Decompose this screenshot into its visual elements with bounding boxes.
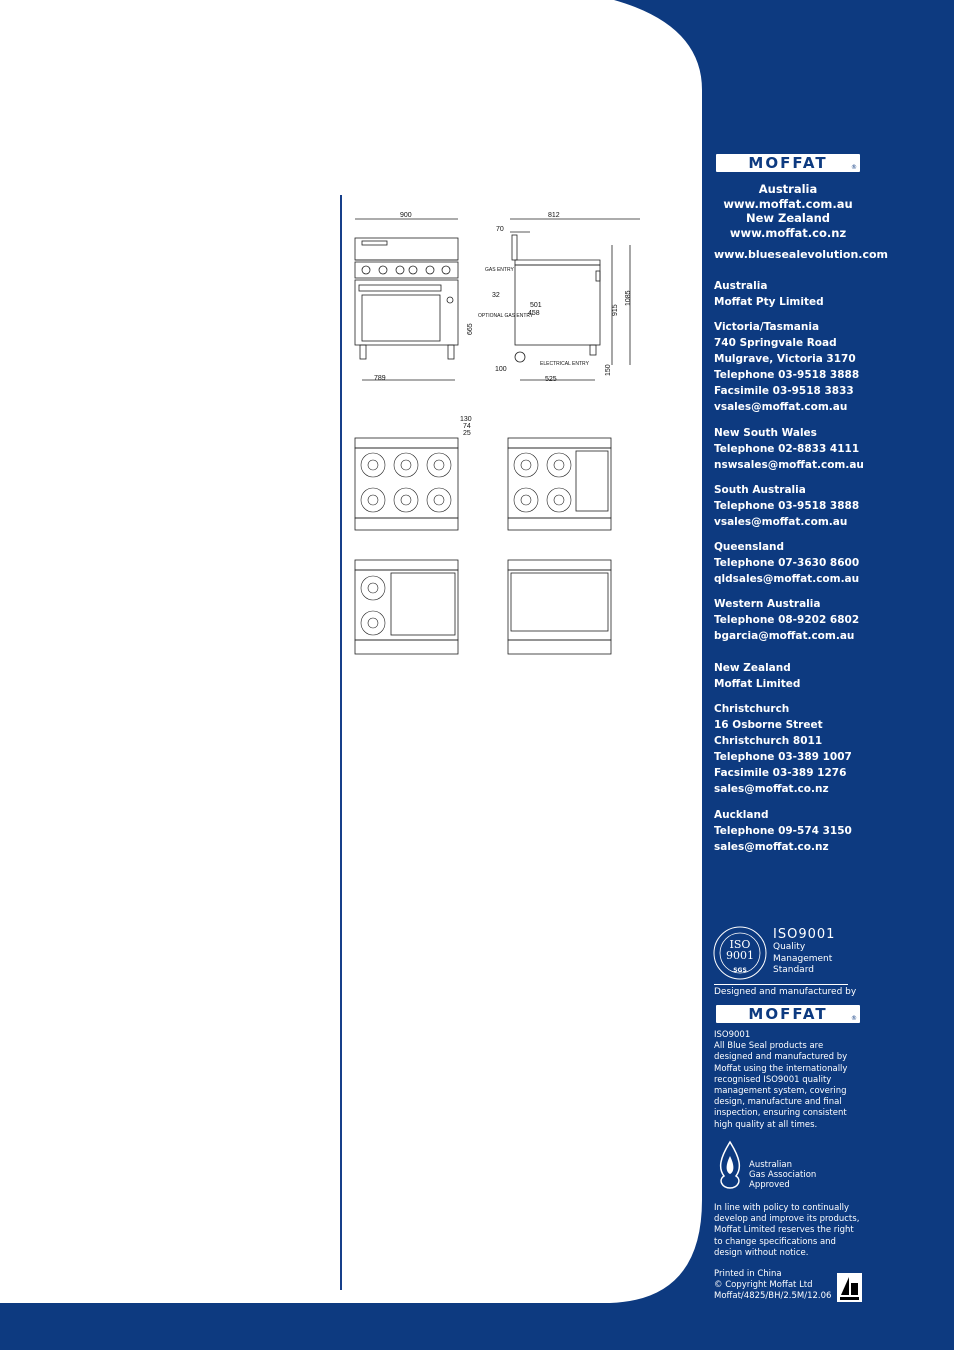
designed-by-label: Designed and manufactured by xyxy=(714,987,857,997)
elec-entry-label: ELECTRICAL ENTRY xyxy=(540,361,589,367)
qld-email-link[interactable]: qldsales@moffat.com.au xyxy=(714,573,860,585)
divider-rule xyxy=(714,984,848,985)
top-view-2-burner-griddle xyxy=(355,560,458,654)
printer-mark-icon xyxy=(837,1273,862,1302)
dim-812: 812 xyxy=(548,212,560,219)
header-nz: New Zealand xyxy=(745,211,831,225)
dim-525: 525 xyxy=(545,376,557,383)
aga-flame-icon xyxy=(714,1140,746,1192)
iso-seal-icon xyxy=(712,925,768,981)
top-view-full-griddle xyxy=(508,560,611,654)
print-info: Printed in China © Copyright Moffat Ltd Moffat/4825/BH/2.5M/12.06 xyxy=(714,1269,832,1302)
dim-915: 915 xyxy=(612,304,619,316)
nsw-block: New South Wales Telephone 02-8833 4111 nswsales@moffat.com.au xyxy=(714,427,864,471)
gas-entry-label: GAS ENTRY xyxy=(485,267,514,273)
victoria-block: Victoria/Tasmania 740 Springvale Road Mulgrave, Victoria 3170 Telephone 03-9518 3888 Facsimile 03-9518 3833 vsales@moffat.com.au xyxy=(714,321,860,413)
dim-665: 665 xyxy=(467,323,474,335)
australia-block: Australia Moffat Pty Limited xyxy=(714,280,824,308)
front-view xyxy=(355,212,458,382)
policy-text: In line with policy to continually develop and improve its products, Moffat Limited reserves the right to change specifications and design without notice. xyxy=(714,1203,860,1258)
header-contacts xyxy=(714,182,862,240)
iso-paragraph: ISO9001 All Blue Seal products are designed and manufactured by Moffat using the internationally recognised ISO9001 quality management system, covering design, manufacture and final inspection, ensuring consistent high quality at all times. xyxy=(714,1030,848,1130)
dim-32: 32 xyxy=(492,292,500,299)
dim-100: 100 xyxy=(495,366,507,373)
dim-70: 70 xyxy=(496,226,504,233)
side-view xyxy=(467,212,640,383)
aga-text: Australian Gas Association Approved xyxy=(749,1160,817,1190)
svg-text:9001: 9001 xyxy=(726,949,754,962)
dim-1085: 1085 xyxy=(625,290,632,306)
dim-900: 900 xyxy=(400,212,412,219)
akl-email-link[interactable]: sales@moffat.co.nz xyxy=(714,841,829,853)
dim-74: 74 xyxy=(463,423,471,430)
christchurch-block: Christchurch 16 Osborne Street Christchurch 8011 Telephone 03-389 1007 Facsimile 03-389 1276 sales@moffat.co.nz xyxy=(714,703,852,795)
qld-block: Queensland Telephone 07-3630 8600 qldsales@moffat.com.au xyxy=(714,541,860,585)
moffat-logo: MOFFAT $_®$ xyxy=(714,152,862,174)
dim-458: 458 xyxy=(528,310,540,317)
chc-email-link[interactable]: sales@moffat.co.nz xyxy=(714,783,829,795)
nsw-email-link[interactable]: nswsales@moffat.com.au xyxy=(714,459,864,471)
vic-email-link[interactable]: vsales@moffat.com.au xyxy=(714,401,848,413)
nz-block: New Zealand Moffat Limited xyxy=(714,662,801,690)
dim-130: 130 xyxy=(460,416,472,423)
dim-150: 150 xyxy=(605,364,612,376)
auckland-block: Auckland Telephone 09-574 3150 sales@moffat.co.nz xyxy=(714,809,852,853)
technical-drawing xyxy=(350,205,640,665)
svg-text:SGS: SGS xyxy=(733,967,747,974)
dim-25: 25 xyxy=(463,430,471,437)
divider-line xyxy=(340,195,342,1290)
svg-text:ISO: ISO xyxy=(729,938,751,951)
top-view-4-burner-griddle xyxy=(508,438,611,530)
dim-501: 501 xyxy=(530,302,542,309)
wa-block: Western Australia Telephone 08-9202 6802 bgarcia@moffat.com.au xyxy=(714,598,860,642)
header-nz-web[interactable]: www.moffat.co.nz xyxy=(729,225,847,240)
sa-email-link[interactable]: vsales@moffat.com.au xyxy=(714,516,848,528)
wa-email-link[interactable]: bgarcia@moffat.com.au xyxy=(714,630,855,642)
iso-text: ISO9001 Quality Management Standard xyxy=(773,927,836,975)
optional-gas-label: OPTIONAL GAS ENTRY xyxy=(478,313,534,319)
header-aus: Australia xyxy=(758,182,818,196)
bluesea-website-link[interactable]: www.bluesealevolution.com xyxy=(714,248,889,261)
header-aus-web[interactable]: www.moffat.com.au xyxy=(723,196,853,211)
sa-block: South Australia Telephone 03-9518 3888 vsales@moffat.com.au xyxy=(714,484,860,528)
moffat-logo-bottom: MOFFAT $_®$ xyxy=(714,1003,862,1025)
top-view-6-burner xyxy=(355,416,472,530)
dim-789: 789 xyxy=(374,375,386,382)
